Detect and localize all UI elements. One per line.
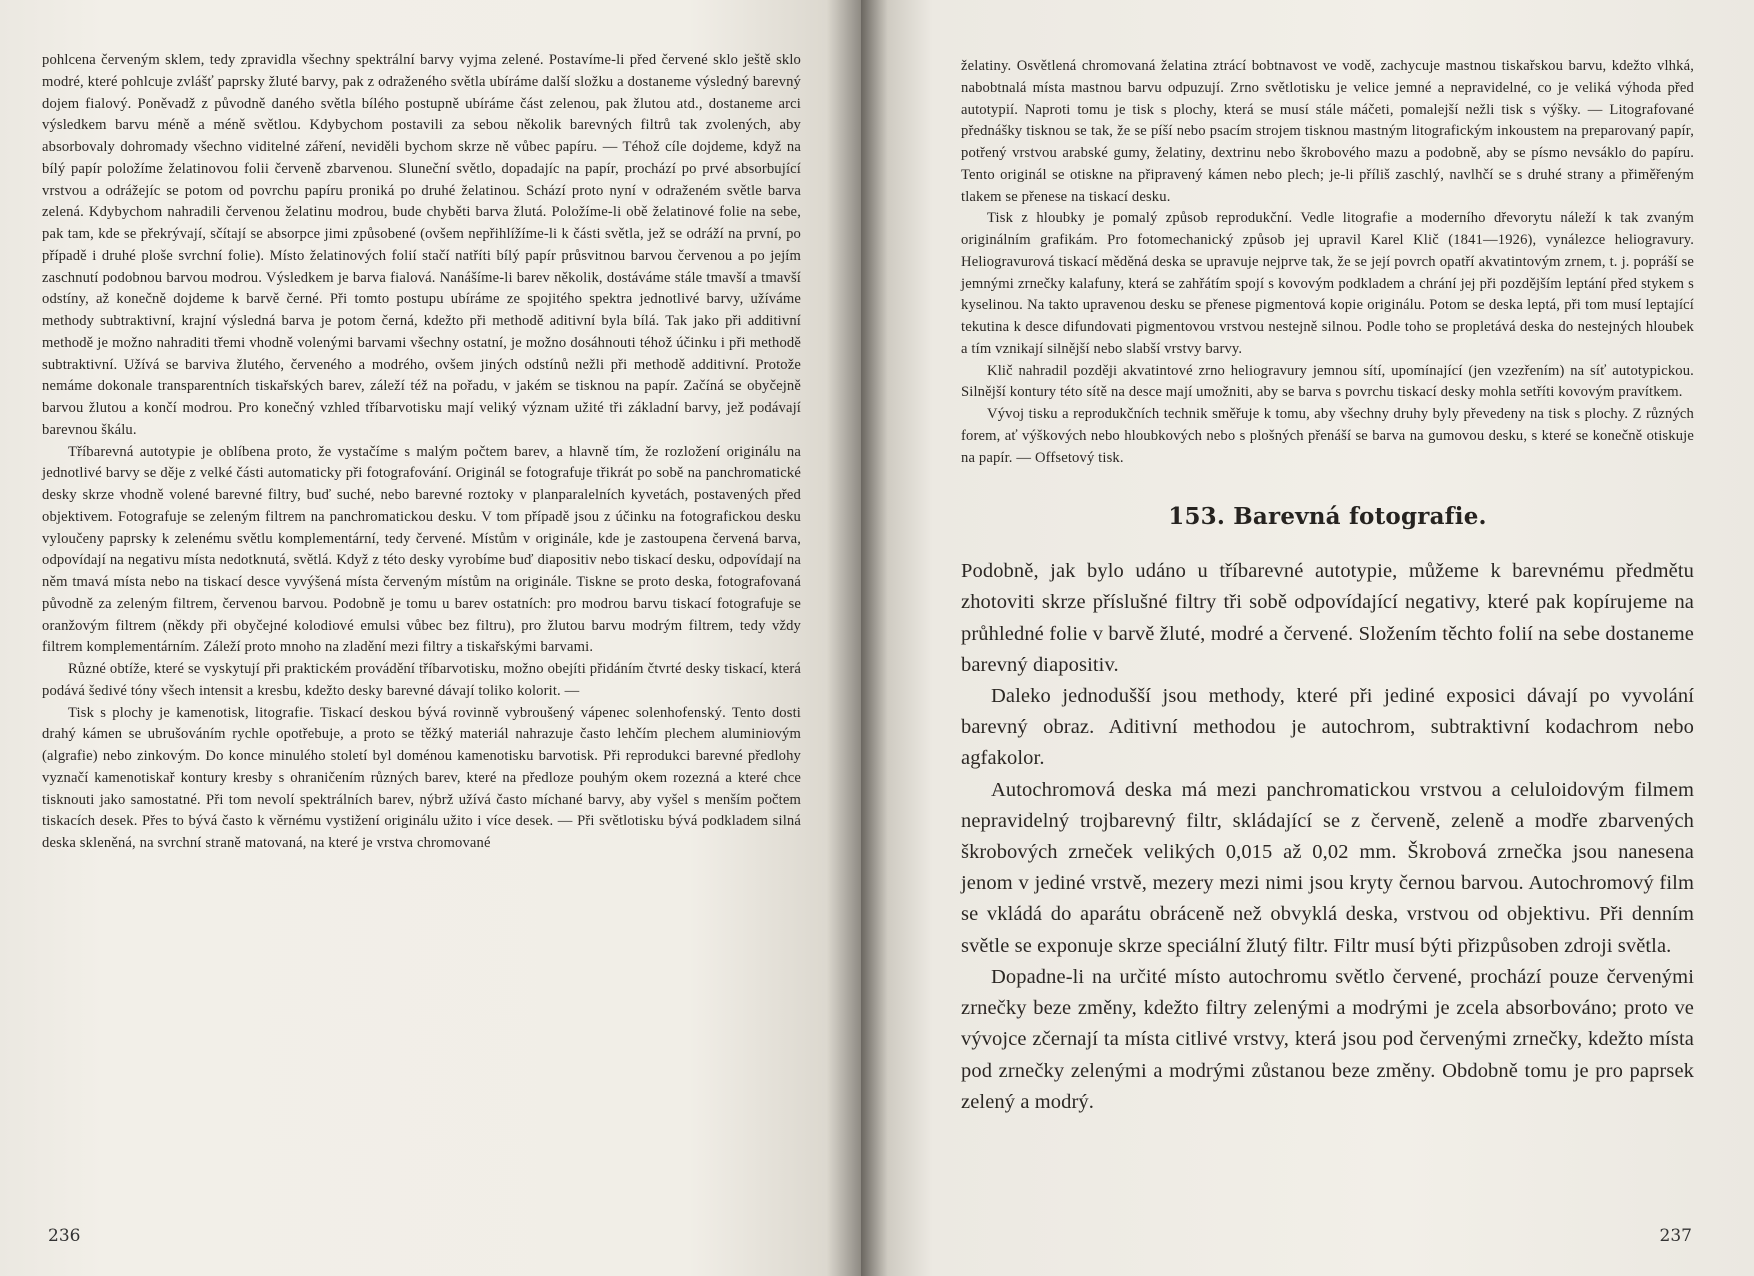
section-heading: 153. Barevná fotografie. [1168, 503, 1487, 531]
right-paragraph-4: Vývoj tisku a reprodukčních technik směřuje k tomu, aby všechny druhy byly převedeny na tisk s plochy. Z různých forem, ať výškových nebo hloubkových nebo s plošných přenáší se barva na gumovou desku, s které se konečně otiskuje na papír. — Offsetový tisk. [961, 406, 1694, 466]
left-paragraph-2: Tříbarevná autotypie je oblíbena proto, že vystačíme s malým počtem barev, a hlavně tím, že rozložení originálu na jednotlivé barvy se děje z velké části automaticky při fotografování. Originál se fotografuje třikrát po sobě na panchromatické desky skrze vhodně volené barevné filtry, buď suché, nebo barevné roztoky v planparalelních kyvetách, postavených před objektivem. Fotografuje se zeleným filtrem na panchromatickou desku. V tom případě jsou z účinku na fotografickou desku vyloučeny paprsky k zelenému světlu komplementární, tedy červené. Místům v originále, kde je zastoupena červená barva, odpovídají na negativu místa nedotknutá, světlá. Když z této desky vyrobíme buď diapositiv nebo tiskací desku, odpovídají na něm tmavá místa nebo na tiskací desce vyvýšená místa červeným místům na originále. Tiskne se proto deska, fotografovaná původně za zeleným filtrem, červenou barvou. Podobně je tomu u barev ostatních: pro modrou barvu tiskací fotografuje se oranžovým filtrem (někdy při obyčejné kolodiové emulsi vůbec bez filtru), pro žlutou barvu modrým filtrem, tedy vždy filtrem komplementárním. Záleží proto mnoho na zladění mezi filtry a tiskařskými barvami. [42, 443, 801, 656]
left-paragraph-4: Tisk s plochy je kamenotisk, litografie. Tiskací deskou bývá rovinně vybroušený vápenec solenhofenský. Tento dosti drahý kámen se ubrušováním rychle opotřebuje, a proto se těžký materiál nahrazuje často lehčím plechem aluminiovým (algrafie) nebo zinkovým. Do konce minulého století byl doménou kamenotisku barvotisk. Při reprodukci barevné předlohy vyznačí kamenotiskař kontury kresby s ohraničením různých barev, které na předloze pouhým okem rozezná a které chce tisknouti jako samostatné. Při tom nevolí spektrálních barev, nýbrž užívá často míchané barvy, aby vyšel s menším počtem tiskacích desek. Přes to bývá často k věrnému vystižení originálu užito i více desek. — Při světlotisku bývá podkladem silná deska skleněná, na svrchní straně matovaná, na které je vrstva chromované [42, 704, 801, 851]
left-page [0, 0, 861, 1276]
section-paragraph-4: Dopadne-li na určité místo autochromu světlo červené, prochází pouze červenými zrnečky beze změny, kdežto filtry zelenými a modrými je zcela absorbováno; proto ve vývojce zčernají ta místa citlivé vrstvy, která jsou pod červenými zrnečky, kdežto místa pod zrnečky zelenými a modrými zůstanou beze změny. Obdobně tomu je pro paprsek zelený a modrý. [961, 965, 1694, 1113]
left-page-number: 236 [48, 1226, 81, 1246]
right-paragraph-2: Tisk z hloubky je pomalý způsob reprodukční. Vedle litografie a moderního dřevorytu náleží k tak zvaným originálním grafikám. Pro fotomechanický způsob jej upravil Karel Klič (1841—1926), vynálezce heliogravury. Heliogravurová tiskací měděná deska se upravuje nejprve tak, že se její povrch opatří akvatintovým zrnem, t. j. popráší se jemnými zrnečky kalafuny, která se zahřátím spojí s kovovým podkladem a chrání jej při pozdějším leptání před stykem s kyselinou. Na takto upravenou desku se přenese pigmentová kopie originálu. Potom se deska leptá, při tom musí leptající tekutina k desce difundovati pigmentovou vrstvou nestejně silnou. Podle toho se propletává deska do nestejných hloubek a tím vznikají silnější nebo slabší vrstvy barvy. [961, 210, 1694, 357]
right-page [861, 0, 1754, 1276]
right-paragraph-1: želatiny. Osvětlená chromovaná želatina ztrácí bobtnavost ve vodě, zachycuje mastnou tiskařskou barvu, kdežto vlhká, nabobtnalá místa mastnou barvu odpuzují. Zrno světlotisku je velice jemné a nepravidelné, co je veliká výhoda před autotypií. Naproti tomu je tisk s plochy, která se musí stále máčeti, pomalejší nežli tisk s výšky. — Litografované přednášky tisknou se tak, že se píší nebo psacím strojem tisknou mastným litografickým inkoustem na preparovaný papír, potřený vrstvou arabské gumy, želatiny, dextrinu nebo škrobového mazu a podobně, aby se písmo nevsáklo do papíru. Tento originál se otiskne na připravený kámen nebo plech; je-li příliš zaschlý, navlhčí se s druhé strany a přiměřeným tlakem se přenese na tiskací desku. [961, 58, 1694, 205]
left-paragraph-1: pohlcena červeným sklem, tedy zpravidla všechny spektrální barvy vyjma zelené. Postavíme-li před červené sklo ještě sklo modré, které pohlcuje zvlášť paprsky žluté barvy, pak z odraženého světla ubíráme další složku a dostaneme výsledný barevný dojem fialový. Poněvadž z původně daného světla bílého postupně ubíráme část zelenou, pak žlutou atd., dostaneme arci výsledkem barvu méně a méně světlou. Kdybychom postavili za sebou několik barevných filtrů tak zvolených, aby absorbovaly dohromady všechno viditelné záření, neviděli bychom skrze ně vůbec papíru. — Téhož cíle dojdeme, když na bílý papír položíme želatinovou folii červeně zbarvenou. Sluneční světlo, dopadajíc na papír, prochází po prvé absorbující vrstvou a odrážejíc se potom od povrchu papíru proniká po druhé želatinou. Schází proto nyní v odraženém světle barva zelená. Kdybychom nahradili červenou želatinu modrou, bude chyběti barva žlutá. Položíme-li obě želatinové folie na sebe, pak tam, kde se překrývají, sčítají se absorpce jimi způsobené (ovšem nepřihlížíme-li k části světla, jež se odráží na první, po případě i druhé ploše svrchní folie). Místo želatinových folií stačí natříti bílý papír průsvitnou barvou červenou a po jejím zaschnutí podobnou barvou modrou. Výsledkem je barva fialová. Nanášíme-li barev několik, dostáváme stále tmavší a tmavší odstíny, až konečně dojdeme k barvě černé. Při tomto postupu ubíráme ze spojitého spektra jednotlivé barvy, užíváme methody subtraktivní, krajní výsledná barva je potom černá, kdežto při methodě aditivní byla bílá. Tak jako při additivní methodě je možno nahraditi třemi vhodně volenými barvami všechny ostatní, je možno dosáhnouti téhož účinku i při methodě subtraktivní. Užívá se barviva žlutého, červeného a modrého, ovšem jiných odstínů nežli při methodě additivní. Protože nemáme dokonale transparentních tiskařských barev, záleží též na pořadu, v jakém se tisknou na papír. Začíná se obyčejně barvou žlutou a končí modrou. Pro konečný vzhled tříbarvotisku mají veliký význam užité tři základní barvy, jež podávají barevnou škálu. [42, 52, 801, 438]
right-paragraph-3: Klič nahradil později akvatintové zrno heliogravury jemnou sítí, upomínající (jen vzezřením) na síť autotypickou. Silnější kontury této sítě na desce mají umožniti, aby se barva s povrchu tiskací desky mohla setříti kovovým pravítkem. [961, 362, 1694, 401]
section-paragraph-3: Autochromová deska má mezi panchromatickou vrstvou a celuloidovým filmem nepravidelný trojbarevný filtr, skládající se z červeně, zeleně a modře zbarvených škrobových zrneček velikých 0,015 až 0,02 mm. Škrobová zrnečka jsou nanesena jenom v jediné vrstvě, mezery mezi nimi jsou kryty černou barvou. Autochromový film se vkládá do aparátu obráceně než obvyklá deska, vrstvou od objektivu. Při denním světle se exponuje skrze speciální žlutý filtr. Filtr musí býti přizpůsoben zdroji světla. [961, 778, 1694, 957]
section-paragraph-2: Daleko jednodušší jsou methody, které při jediné exposici dávají po vyvolání barevný obraz. Aditivní methodou je autochrom, subtraktivní kodachrom nebo agfakolor. [961, 685, 1694, 770]
right-page-number: 237 [1659, 1226, 1692, 1246]
section-paragraph-1: Podobně, jak bylo udáno u tříbarevné autotypie, můžeme k barevnému předmětu zhotoviti skrze příslušné filtry tři sobě odpovídající negativy, které pak kopírujeme na průhledné folie v barvě žluté, modré a červené. Složením těchto folií na sebe dostaneme barevný diapositiv. [961, 560, 1694, 676]
left-paragraph-3: Různé obtíže, které se vyskytují při praktickém provádění tříbarvotisku, možno obejíti přidáním čtvrté desky tiskací, která podává šedivé tóny všech intensit a kresbu, kdežto desky barevné dávají toliko kolorit. — [42, 661, 801, 699]
